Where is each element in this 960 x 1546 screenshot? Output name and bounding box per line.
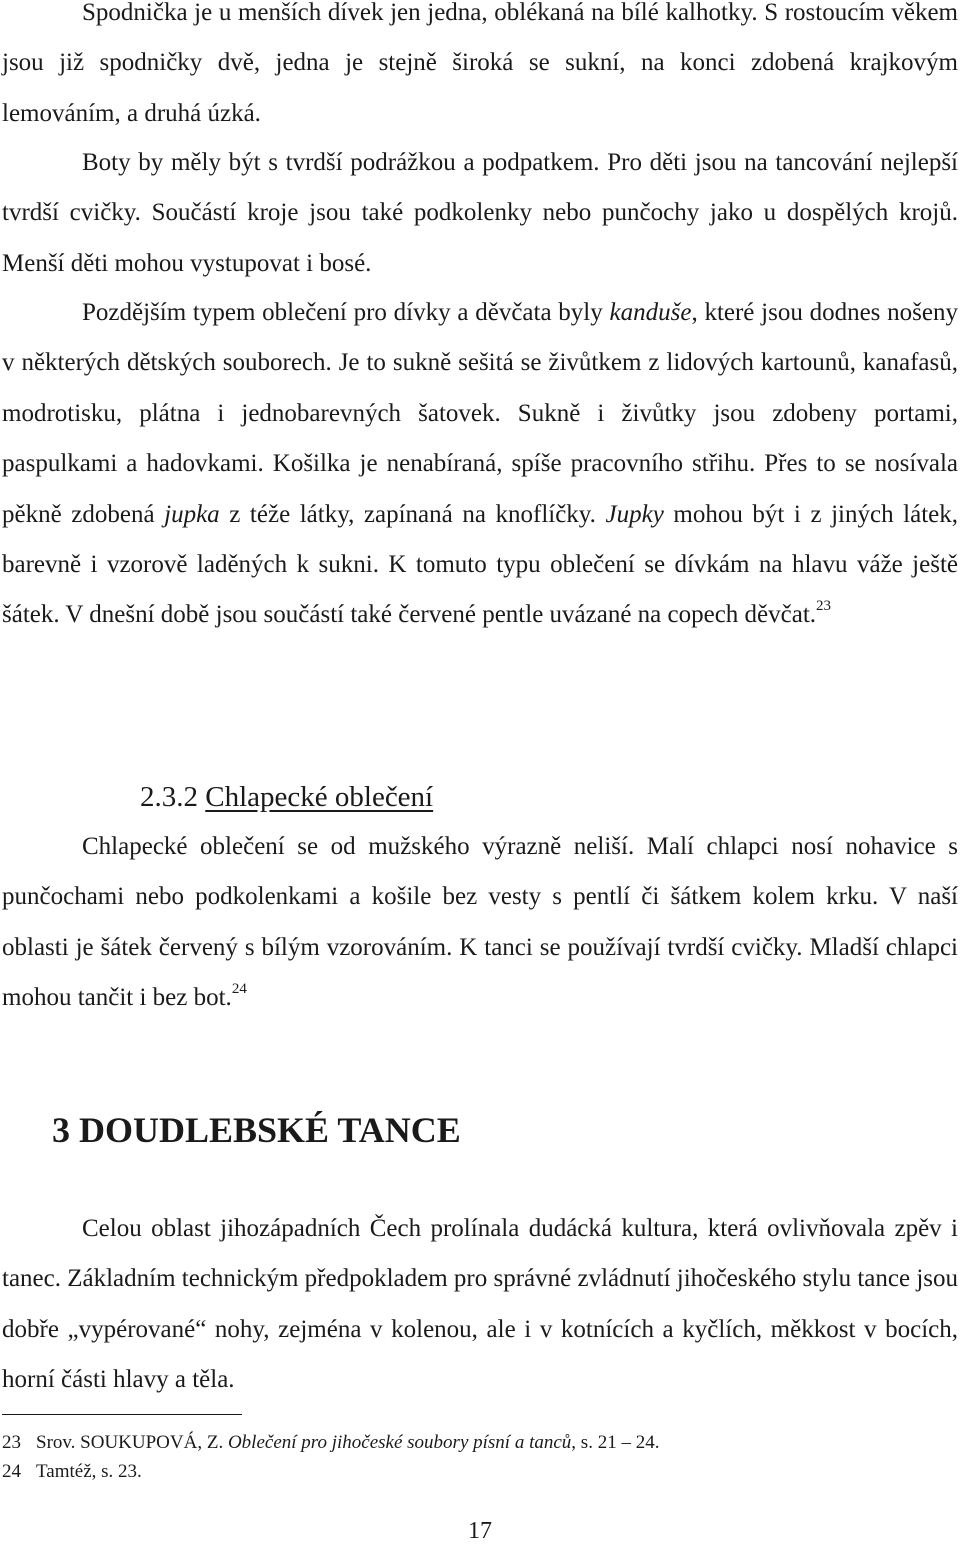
footnote-text: , s. 21 – 24.	[571, 1432, 660, 1453]
footnote-cited-title: Oblečení pro jihočeské soubory písní a tanců	[227, 1432, 572, 1453]
footnote-text: Srov. SOUKUPOVÁ, Z.	[36, 1432, 228, 1453]
footnote-separator	[2, 1414, 242, 1415]
emphasis-kanduse: kanduše	[609, 299, 692, 326]
subsection-title: Chlapecké oblečení	[205, 781, 434, 813]
paragraph-text: Boty by měly být s tvrdší podrážkou a podpatkem. Pro děti jsou na tancování nejlepší tvrdší cvičky. Součástí kroje jsou také podkolenky nebo punčochy jako u dospělých krojů. Menší děti mohou vystupovat i bosé.	[2, 149, 958, 277]
paragraph-text: Chlapecké oblečení se od mužského výrazně neliší. Malí chlapci nosí nohavice s punčochami nebo podkolenkami a košile bez vesty s pentlí či šátkem kolem krku. V naší oblasti je šátek červený s bílým vzorováním. K tanci se používají tvrdší cvičky. Mladší chlapci mohou tančit i bez bot.	[2, 833, 958, 1012]
footnote-reference-23[interactable]: 23	[816, 598, 832, 615]
chapter-heading: 3 DOUDLEBSKÉ TANCE	[52, 1110, 461, 1150]
subsection-number: 2.3.2	[140, 781, 198, 813]
paragraph-text: z téže látky, zapínaná na knoflíčky.	[219, 500, 606, 528]
paragraph-text: Pozdějším typem oblečení pro dívky a děvčata byly	[82, 299, 610, 326]
footnote-number: 24	[2, 1461, 21, 1482]
paragraph-shoes	[2, 138, 958, 289]
paragraph-kanduse	[2, 288, 958, 641]
footnote-reference-24[interactable]: 24	[231, 981, 247, 998]
emphasis-jupka: jupka	[164, 500, 220, 528]
paragraph-text: , které jsou dodnes nošeny v některých dětských souborech. Je to sukně sešitá se živůtkem z lidových kartounů, kanafasů, modrotisku, plátna i jednobarevných šatovek. Sukně i živůtky jsou zdobeny portami, paspulkami a hadovkami. Košilka je nenabíraná, spíše pracovního střihu. Přes to se nosívala pěkně zdobená	[2, 299, 958, 528]
footnote-23	[2, 1428, 902, 1457]
paragraph-text: Spodnička je u menších dívek jen jedna, oblékaná na bílé kalhotky. S rostoucím věkem jsou již spodničky dvě, jedna je stejně široká se sukní, na konci zdobená krajkovým lemováním, a druhá úzká.	[2, 0, 958, 127]
page-number: 17	[468, 1518, 492, 1544]
paragraph-text: mohou být i z jiných látek, barevně i vzorově laděných k sukni. K tomuto typu oblečení se dívkám na hlavu váže ještě šátek. V dnešní době jsou součástí také červené pentle uvázané na copech děvčat.	[2, 500, 959, 629]
footnote-number: 23	[2, 1432, 21, 1453]
paragraph-girls-underskirts	[2, 0, 958, 139]
footnote-text: Tamtéž, s. 23.	[36, 1461, 142, 1482]
paragraph-dudacka-kultura	[2, 1204, 958, 1406]
emphasis-jupky: Jupky	[605, 500, 664, 528]
paragraph-text: Celou oblast jihozápadních Čech prolínala dudácká kultura, která ovlivňovala zpěv i tanec. Základním technickým předpokladem pro správné zvládnutí jihočeského stylu tance jsou dobře „vypérované“ nohy, zejména v kolenou, ale i v kotnících a kyčlích, měkkost v bocích, horní části hlavy a těla.	[2, 1215, 958, 1394]
footnote-24	[2, 1457, 902, 1486]
paragraph-boys-clothing	[2, 822, 958, 1024]
subsection-heading	[140, 772, 433, 822]
footnotes	[2, 1428, 902, 1486]
